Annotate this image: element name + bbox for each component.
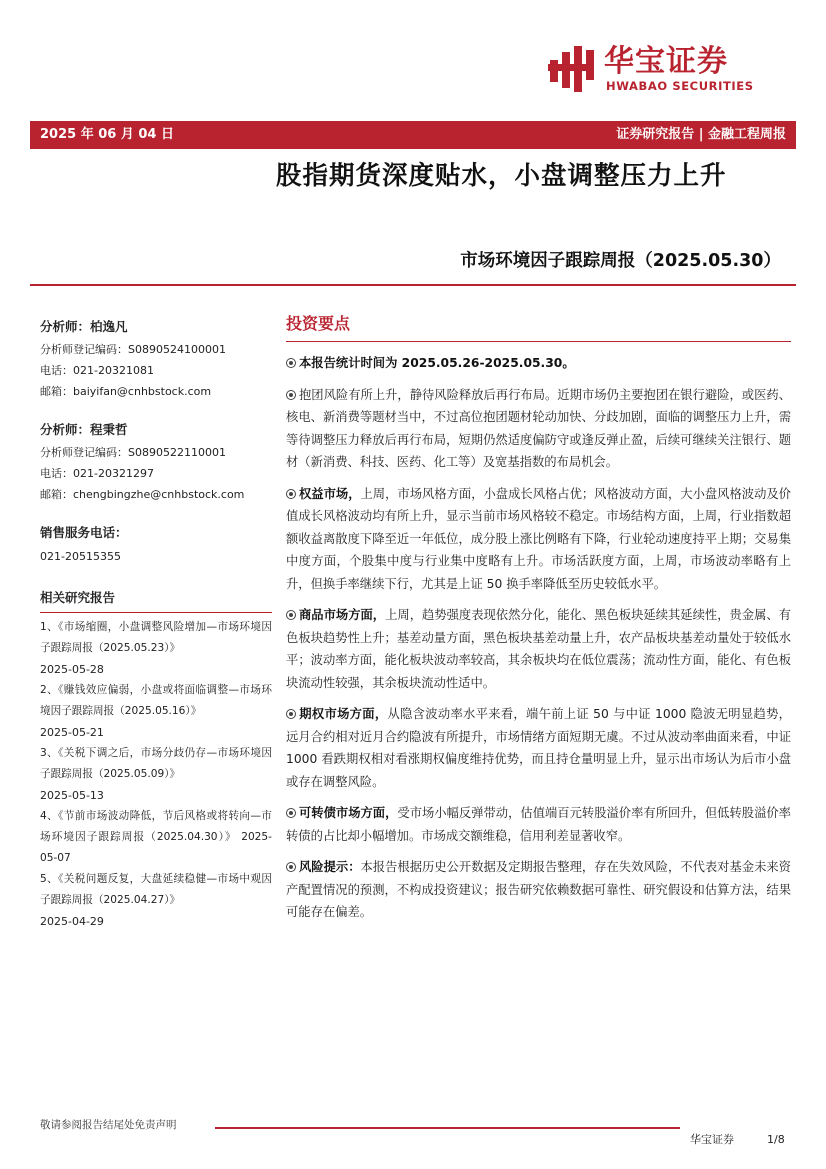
related-report-date: 2025-05-07 <box>40 831 272 864</box>
summary-paragraph <box>286 703 791 793</box>
company-logo-english: HWABAO SECURITIES <box>606 79 754 93</box>
summary-paragraph <box>286 802 791 847</box>
related-report-item[interactable]: 2、《赚钱效应偏弱，小盘或将面临调整—市场环境因子跟踪周报（2025.05.16）》 <box>40 684 272 717</box>
paragraph-lead: 期权市场方面， <box>299 707 388 721</box>
paragraph-text: 抱团风险有所上升，静待风险释放后再行布局。近期市场仍主要抱团在银行避险，或医药、核电、新消费等题材当中，不过高位抱团题材轮动加快、分歧加剧，面临的调整压力上升，需等待调整压力释放后再行布局，短期仍然适度偏防守或逢反弹止盈，后续可继续关注银行、题材（新消费、科技、医药、化工等）及宽基指数的布局机会。 <box>286 387 791 469</box>
title-divider <box>30 284 796 286</box>
analyst-phone: 电话：021-20321081 <box>40 364 154 377</box>
related-report-item[interactable] <box>40 806 272 869</box>
analyst-registration: 分析师登记编码：S0890524100001 <box>40 343 226 356</box>
analyst-email[interactable]: 邮箱：chengbingzhe@cnhbstock.com <box>40 488 245 501</box>
related-report-date: 2025-05-21 <box>40 726 104 739</box>
summary-paragraph <box>286 384 791 474</box>
summary-paragraph <box>286 856 791 924</box>
paragraph-lead: 风险提示： <box>299 860 361 874</box>
related-report-text: 4、《节前市场波动降低，节后风格或将转向—市场环境因子跟踪周报（2025.04.30）》 <box>40 810 272 843</box>
bullet-icon <box>286 358 296 368</box>
paragraph-text: 受市场小幅反弹带动，估值端百元转股溢价率有所回升，但低转股溢价率转债的占比却小幅增加。市场成交额维稳，信用利差显著收窄。 <box>286 806 791 843</box>
summary-paragraph <box>286 604 791 694</box>
footer-disclaimer: 敬请参阅报告结尾处免责声明 <box>40 1119 177 1131</box>
paragraph-text: 从隐含波动率水平来看，端午前上证 50 与中证 1000 隐波无明显趋势，远月合约相对近月合约隐波有所提升，市场情绪方面短期无虞。不过从波动率曲面来看，中证 1000 看跌期权相对看涨期权偏度维持优势，而且持仓量明显上升，显示出市场认为后市小盘或存在调整风险。 <box>286 707 791 789</box>
analyst-phone: 电话：021-20321297 <box>40 467 154 480</box>
paragraph-text: 上周，市场风格方面，小盘成长风格占优；风格波动方面，大小盘风格波动及价值成长风格波动均有所上升，显示当前市场风格较不稳定。市场结构方面，上周，行业指数超额收益离散度下降至近一年低位，成分股上涨比例略有下降，行业轮动速度持平上期；交易集中度方面，个股集中度与行业集中度略有上升。市场活跃度方面，上周，市场波动率略有上升，但换手率继续下行，尤其是上证 50 换手率降低至历史较低水平。 <box>286 486 791 591</box>
footer-company: 华宝证券 <box>690 1133 734 1146</box>
bullet-icon <box>286 390 296 400</box>
paragraph-lead: 权益市场， <box>299 486 361 501</box>
analyst-card <box>40 421 272 505</box>
page-number: 1/8 <box>767 1133 785 1146</box>
report-title: 股指期货深度贴水，小盘调整压力上升 <box>276 161 727 191</box>
investment-summary <box>286 312 791 933</box>
paragraph-lead: 可转债市场方面， <box>299 806 398 820</box>
analyst-name: 分析师：程秉哲 <box>40 422 128 437</box>
bullet-icon <box>286 808 296 818</box>
bullet-icon <box>286 610 296 620</box>
bullet-icon <box>286 862 296 872</box>
related-reports-list <box>40 617 272 932</box>
sales-label: 销售服务电话： <box>40 525 128 540</box>
analyst-card <box>40 318 272 402</box>
paragraph-lead: 本报告统计时间为 2025.05.26-2025.05.30。 <box>299 356 575 370</box>
related-report-date: 2025-04-29 <box>40 915 104 928</box>
company-logo-text: 华宝证券 <box>604 44 728 79</box>
related-report-date: 2025-05-28 <box>40 663 104 676</box>
related-reports-heading: 相关研究报告 <box>40 588 272 613</box>
report-date: 2025 年 06 月 04 日 <box>40 127 174 142</box>
report-subtitle: 市场环境因子跟踪周报（2025.05.30） <box>460 251 781 271</box>
analyst-registration: 分析师登记编码：S0890522110001 <box>40 446 226 459</box>
sidebar <box>40 318 272 932</box>
related-report-date: 2025-05-13 <box>40 789 104 802</box>
related-report-item[interactable]: 1、《市场缩圈，小盘调整风险增加—市场环境因子跟踪周报（2025.05.23）》 <box>40 621 272 654</box>
paragraph-lead: 商品市场方面， <box>299 608 386 622</box>
summary-paragraph <box>286 352 791 375</box>
paragraph-text: 上周，趋势强度表现依然分化，能化、黑色板块延续其延续性，贵金属、有色板块趋势性上升；基差动量方面，黑色板块基差动量上升，农产品板块基差动量处于较低水平；波动率方面，能化板块波动率较高，其余板块均在低位震荡；流动性方面，能化、有色板块流动性较强，其余板块流动性适中。 <box>286 608 791 690</box>
company-logo-mark <box>548 44 608 94</box>
related-report-item[interactable]: 3、《关税下调之后，市场分歧仍存—市场环境因子跟踪周报（2025.05.09）》 <box>40 747 272 780</box>
bullet-icon <box>286 709 296 719</box>
related-report-item[interactable]: 5、《关税问题反复，大盘延续稳健—市场中观因子跟踪周报（2025.04.27）》 <box>40 873 272 906</box>
paragraph-text: 本报告根据历史公开数据及定期报告整理，存在失效风险，不代表对基金未来资产配置情况的预测，不构成投资建议；报告研究依赖数据可靠性、研究假设和估算方法，结果可能存在偏差。 <box>286 860 791 919</box>
sales-phone: 021-20515355 <box>40 550 121 563</box>
report-type: 证券研究报告 | 金融工程周报 <box>616 127 786 142</box>
analyst-email[interactable]: 邮箱：baiyifan@cnhbstock.com <box>40 385 212 398</box>
bullet-icon <box>286 489 296 499</box>
analyst-name: 分析师：柏逸凡 <box>40 319 128 334</box>
investment-heading: 投资要点 <box>286 312 791 342</box>
footer-divider <box>215 1127 680 1129</box>
summary-paragraph <box>286 483 791 596</box>
